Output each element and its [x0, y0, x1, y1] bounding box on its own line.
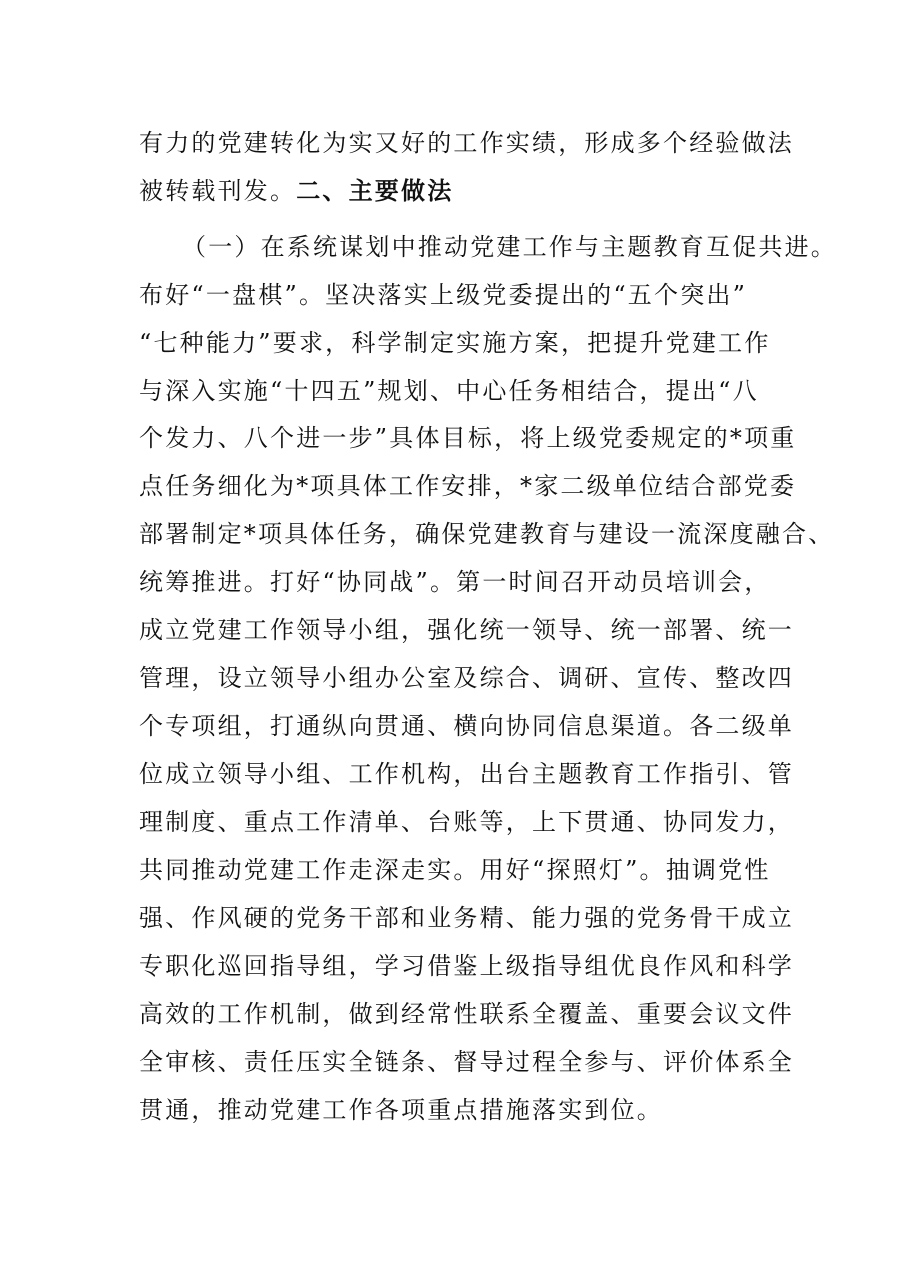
- body-text-line: 位成立领导小组、工作机构，出台主题教育工作指引、管: [139, 760, 794, 788]
- section-heading: 二、主要做法: [296, 177, 454, 205]
- body-text-line: 有力的党建转化为实又好的工作实绩，形成多个经验做法: [139, 129, 794, 157]
- body-text-line: 部署制定*项具体任务，确保党建教育与建设一流深度融合、: [139, 520, 835, 548]
- body-text-line: 强、作风硬的党务干部和业务精、能力强的党务骨干成立: [139, 904, 794, 932]
- body-text-line: 贯通，推动党建工作各项重点措施落实到位。: [139, 1096, 663, 1124]
- body-text-line: 个专项组，打通纵向贯通、横向协同信息渠道。各二级单: [139, 712, 794, 740]
- body-text-line: 成立党建工作领导小组，强化统一领导、统一部署、统一: [139, 616, 794, 644]
- body-text-line: 布好“一盘棋”。坚决落实上级党委提出的“五个突出”: [139, 281, 748, 309]
- body-text-line: （一）在系统谋划中推动党建工作与主题教育互促共进。: [182, 233, 837, 261]
- body-text-line: 全审核、责任压实全链条、督导过程全参与、评价体系全: [139, 1048, 794, 1076]
- body-text-line: 理制度、重点工作清单、台账等，上下贯通、协同发力，: [139, 808, 794, 836]
- body-text-line: 个发力、八个进一步”具体目标，将上级党委规定的*项重: [139, 424, 797, 452]
- body-text-fragment: 被转载刊发。: [139, 177, 297, 205]
- body-text-line: 管理，设立领导小组办公室及综合、调研、宣传、整改四: [139, 664, 794, 692]
- body-text-line: 与深入实施“十四五”规划、中心任务相结合，提出“八: [139, 377, 759, 405]
- body-text-line: 高效的工作机制，做到经常性联系全覆盖、重要会议文件: [139, 1000, 794, 1028]
- body-text-line: 共同推动党建工作走深走实。用好“探照灯”。抽调党性: [139, 856, 771, 884]
- body-text-line: 统筹推进。打好“协同战”。第一时间召开动员培训会，: [139, 568, 771, 596]
- body-text-line: [139, 176, 453, 206]
- body-text-line: “七种能力”要求，科学制定实施方案，把提升党建工作: [139, 329, 771, 357]
- body-text-line: 点任务细化为*项具体工作安排，*家二级单位结合部党委: [139, 472, 797, 500]
- body-text-line: 专职化巡回指导组，学习借鉴上级指导组优良作风和科学: [139, 952, 794, 980]
